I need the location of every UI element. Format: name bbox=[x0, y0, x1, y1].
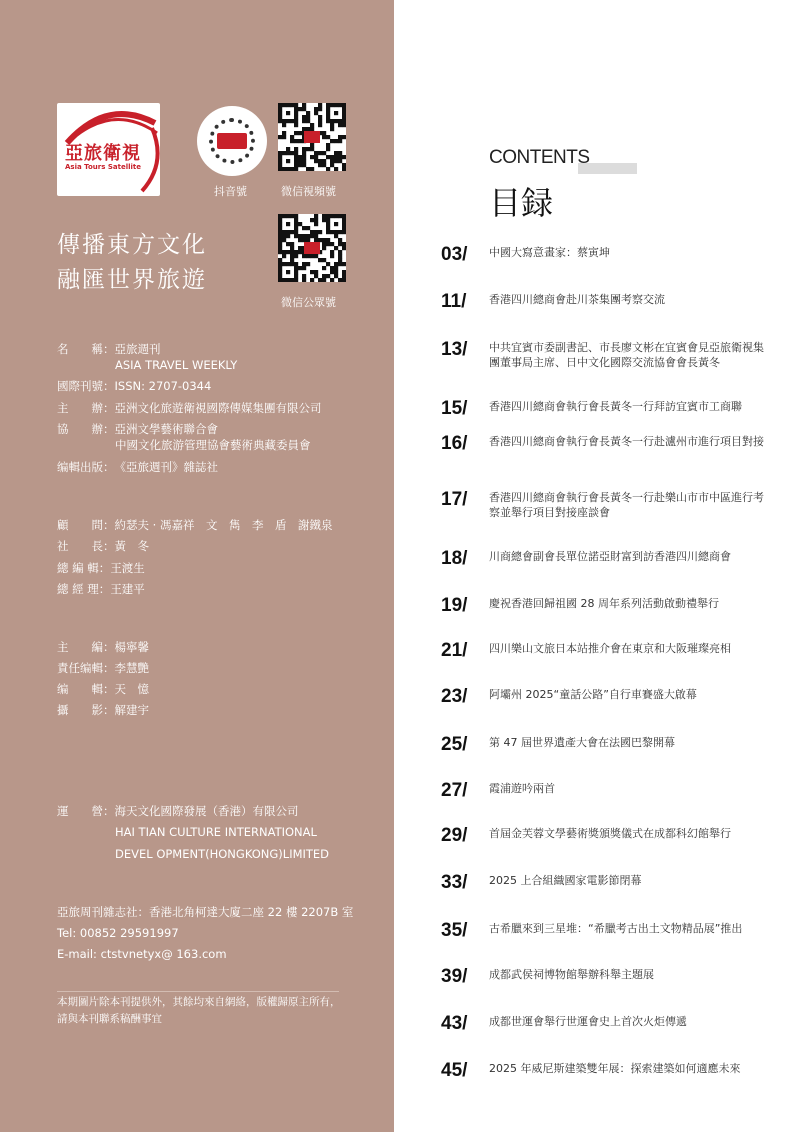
toc-entry-title: 古希臘來到三星堆：“希臘考古出土文物精品展”推出 bbox=[489, 922, 743, 935]
asia-tours-satellite-logo bbox=[57, 103, 160, 196]
toc-page-number: 19/ bbox=[441, 595, 468, 616]
info-value: 黃 冬 bbox=[114, 539, 149, 553]
info-key: 協 辦： bbox=[57, 422, 115, 436]
toc-entry-title: 中國大寫意畫家：蔡寅坤 bbox=[489, 246, 610, 259]
info-value: 王建平 bbox=[110, 582, 145, 596]
toc-page-number: 18/ bbox=[441, 548, 468, 569]
contents-heading-en: CONTENTS bbox=[489, 147, 590, 168]
divider bbox=[57, 991, 339, 992]
toc-page-number: 03/ bbox=[441, 244, 468, 265]
copyright-note-line-2: 請與本刊聯系稿酬事宜 bbox=[57, 1013, 162, 1025]
info-key: 名 稱： bbox=[57, 342, 115, 356]
douyin-label: 抖音號 bbox=[214, 185, 247, 198]
copyright-note-line-1: 本期圖片除本刊提供外，其餘均來自網絡，版權歸原主所有， bbox=[57, 996, 341, 1008]
toc-page-number: 16/ bbox=[441, 433, 468, 454]
info-key: 責任编輯： bbox=[57, 661, 115, 675]
wechat-video-label: 微信視頻號 bbox=[281, 185, 336, 198]
wechat-public-label: 微信公眾號 bbox=[281, 296, 336, 309]
toc-entry-title: 成都世運會舉行世運會史上首次火炬傳遞 bbox=[489, 1015, 687, 1028]
info-key: 顧 問： bbox=[57, 518, 115, 532]
info-value: ISSN: 2707-0344 bbox=[114, 379, 212, 393]
info-value: 解建宇 bbox=[114, 703, 149, 717]
info-key: 编輯出版： bbox=[57, 460, 115, 474]
masthead-panel bbox=[0, 0, 394, 1132]
info-value: 約瑟夫 · 馮嘉祥 文 雋 李 盾 謝鐵泉 bbox=[114, 518, 333, 532]
toc-page-number: 29/ bbox=[441, 825, 468, 846]
info-key: 社 長： bbox=[57, 539, 115, 553]
info-value: 王渡生 bbox=[110, 561, 145, 575]
toc-page-number: 13/ bbox=[441, 339, 468, 360]
info-value: 中國文化旅游管理協會藝術典藏委員會 bbox=[115, 438, 311, 452]
toc-entry-title: 阿壩州 2025“童話公路”自行車賽盛大啟幕 bbox=[489, 688, 697, 701]
logo-chinese-text: 亞旅衛視 bbox=[65, 143, 141, 164]
info-key: 總 編 輯： bbox=[57, 561, 111, 575]
toc-page-number: 43/ bbox=[441, 1013, 468, 1034]
toc-entry-title: 中共宜賓市委副書記、市長廖文彬在宜賓會見亞旅衛視集團董事局主席、日中文化國際交流協會會長黃冬 bbox=[489, 341, 764, 369]
toc-page-number: 15/ bbox=[441, 398, 468, 419]
qr-code-icon bbox=[278, 214, 346, 282]
info-value: 楊寧馨 bbox=[114, 640, 149, 654]
info-value: 天 憶 bbox=[114, 682, 149, 696]
info-value: ASIA TRAVEL WEEKLY bbox=[115, 358, 238, 372]
toc-page-number: 35/ bbox=[441, 920, 468, 941]
toc-page-number: 45/ bbox=[441, 1060, 468, 1081]
toc-page-number: 21/ bbox=[441, 640, 468, 661]
contents-heading-cn: 目録 bbox=[489, 184, 554, 222]
info-key: 编 輯： bbox=[57, 682, 115, 696]
qr-code-icon bbox=[278, 103, 346, 171]
info-value: 李慧艷 bbox=[114, 661, 149, 675]
info-key: 運 營： bbox=[57, 804, 115, 818]
toc-entry-title: 川商總會副會長單位諾亞財富到訪香港四川總商會 bbox=[489, 550, 731, 563]
slogan-line-1: 傳播東方文化 bbox=[57, 232, 207, 258]
address: 亞旅周刊雜志社：香港北角柯達大廈二座 22 樓 2207B 室 bbox=[57, 905, 354, 919]
toc-entry-title: 香港四川總商會執行會長黃冬一行拜訪宜賓市工商聯 bbox=[489, 400, 742, 413]
toc-entry-title: 香港四川總商會執行會長黃冬一行赴瀘州市進行項目對接 bbox=[489, 435, 764, 448]
toc-entry-title: 第 47 屆世界遺產大會在法國巴黎開幕 bbox=[489, 736, 675, 749]
toc-page-number: 17/ bbox=[441, 489, 468, 510]
toc-entry-title: 香港四川總商會赴川茶集團考察交流 bbox=[489, 293, 665, 306]
wechat-video-qr-code bbox=[278, 103, 346, 171]
info-key: 國際刊號： bbox=[57, 379, 115, 393]
slogan-line-2: 融匯世界旅遊 bbox=[57, 267, 207, 293]
toc-page-number: 27/ bbox=[441, 780, 468, 801]
logo-english-text: Asia Tours Satellite bbox=[65, 163, 141, 171]
toc-page-number: 25/ bbox=[441, 734, 468, 755]
info-value: DEVEL OPMENT(HONGKONG)LIMITED bbox=[115, 847, 330, 861]
toc-entry-title: 2025 年威尼斯建築雙年展：探索建築如何適應未來 bbox=[489, 1062, 741, 1075]
info-key: 主 編： bbox=[57, 640, 115, 654]
info-value: 亞洲文學藝術聯合會 bbox=[114, 422, 218, 436]
toc-entry-title: 成都武侯祠博物館舉辦科舉主題展 bbox=[489, 968, 654, 981]
toc-entry-title: 首屆金芙蓉文學藝術獎頒獎儀式在成都科幻館舉行 bbox=[489, 827, 731, 840]
toc-page-number: 23/ bbox=[441, 686, 468, 707]
toc-page-number: 39/ bbox=[441, 966, 468, 987]
douyin-qr-code bbox=[197, 106, 267, 176]
info-value: HAI TIAN CULTURE INTERNATIONAL bbox=[115, 825, 317, 839]
douyin-center-logo bbox=[217, 133, 247, 149]
info-value: 海天文化國際發展（香港）有限公司 bbox=[114, 804, 299, 818]
telephone: Tel: 00852 29591997 bbox=[57, 926, 179, 940]
info-key: 攝 影： bbox=[57, 703, 115, 717]
toc-page-number: 11/ bbox=[441, 291, 467, 312]
email: E-mail: ctstvnetyx@ 163.com bbox=[57, 947, 227, 961]
info-value: 亞洲文化旅遊衛視國際傳媒集團有限公司 bbox=[114, 401, 322, 415]
info-key: 總 經 理： bbox=[57, 582, 111, 596]
toc-entry-title: 霞浦遊吟兩首 bbox=[489, 782, 555, 795]
info-value: 亞旅週刊 bbox=[114, 342, 161, 356]
toc-entry-title: 四川樂山文旅日本站推介會在東京和大阪璀璨亮相 bbox=[489, 642, 731, 655]
toc-entry-title: 2025 上合組織國家電影節閉幕 bbox=[489, 874, 642, 887]
toc-page-number: 33/ bbox=[441, 872, 468, 893]
info-key: 主 辦： bbox=[57, 401, 115, 415]
toc-entry-title: 慶祝香港回歸祖國 28 周年系列活動啟動禮舉行 bbox=[489, 597, 719, 610]
info-value: 《亞旅週刊》雜誌社 bbox=[114, 460, 218, 474]
toc-entry-title: 香港四川總商會執行會長黃冬一行赴樂山市市中區進行考察並舉行項目對接座談會 bbox=[489, 491, 764, 519]
wechat-public-qr-code bbox=[278, 214, 346, 282]
